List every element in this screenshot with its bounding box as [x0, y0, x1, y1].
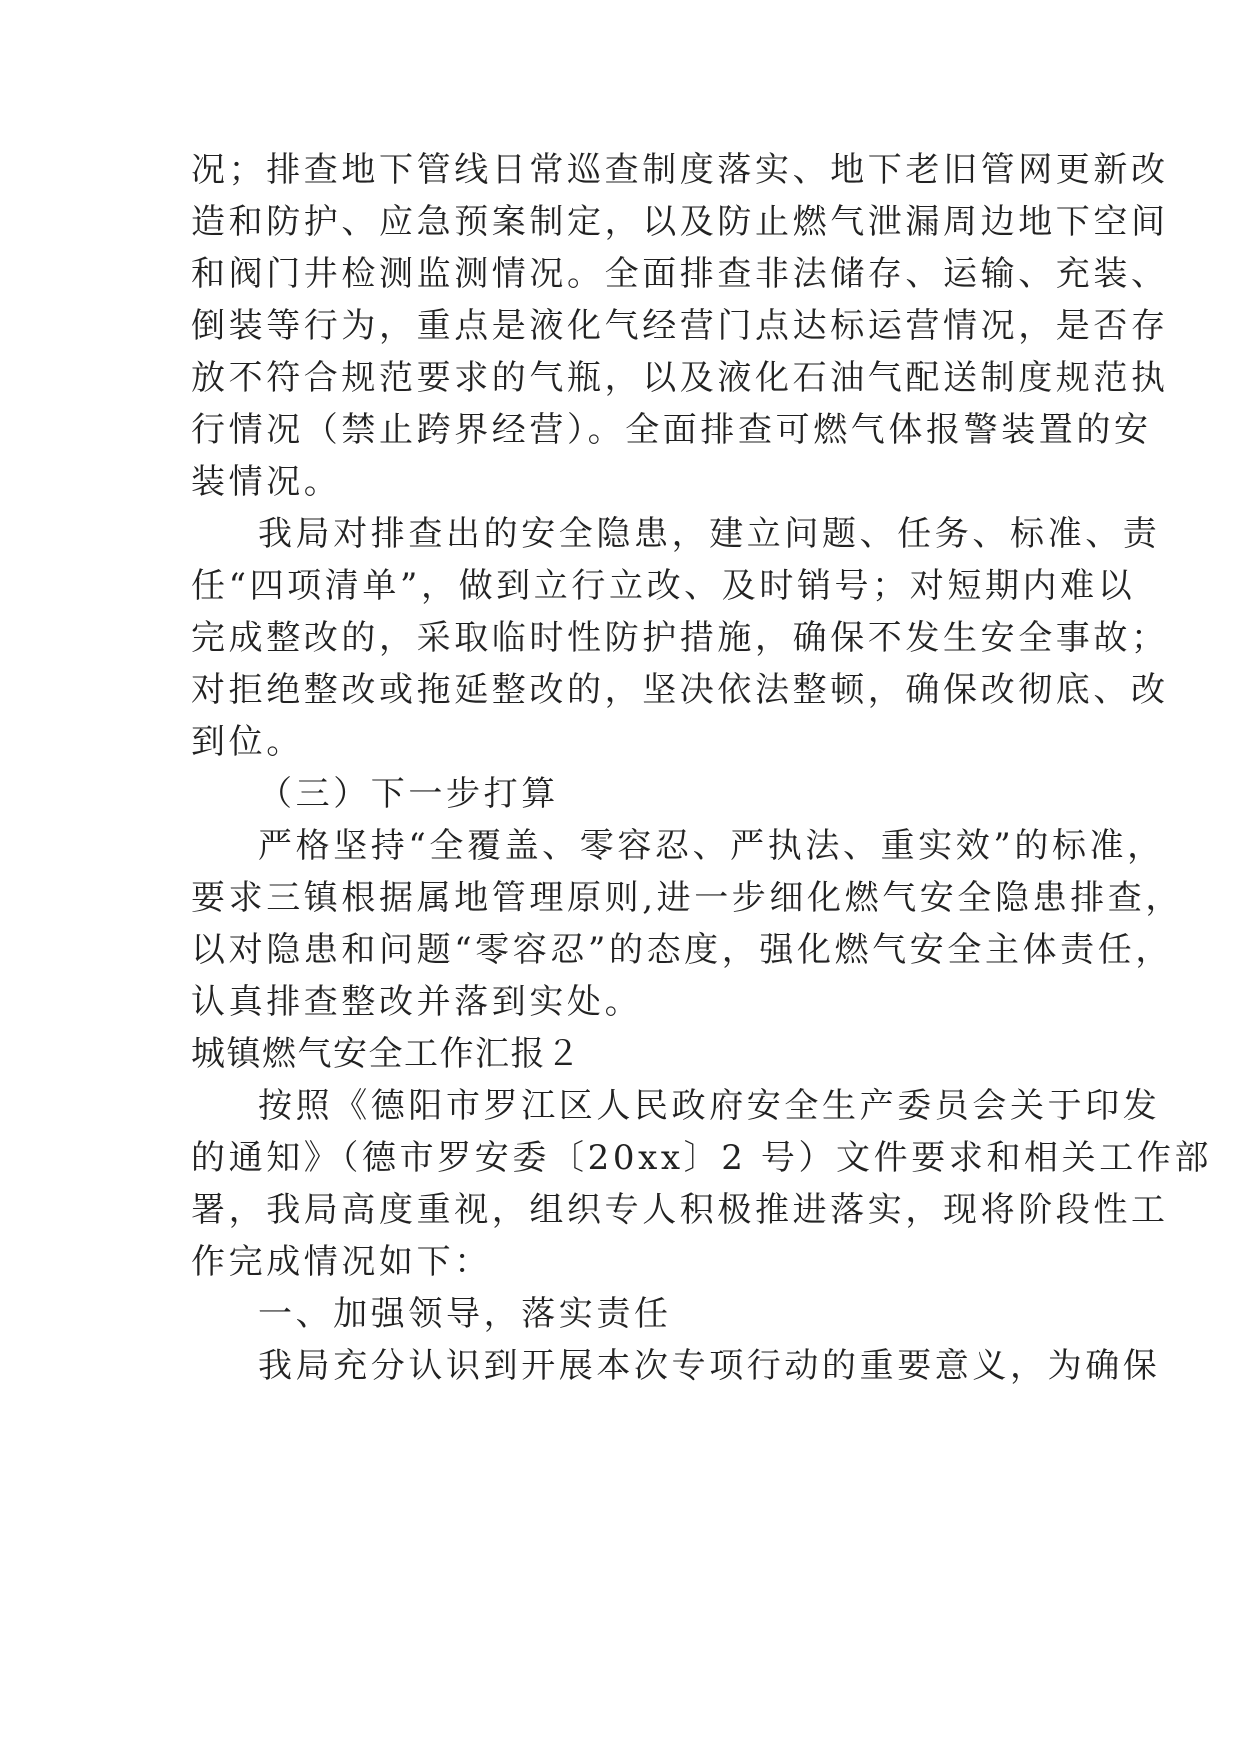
paragraph-first-line: 我局充分认识到开展本次专项行动的重要意义，为确保 — [258, 1346, 1161, 1386]
paragraph-first-line: 严格坚持“全覆盖、零容忍、严执法、重实效”的标准， — [258, 826, 1165, 866]
body-line: 装情况。 — [191, 462, 342, 502]
paragraph-first-line: 按照《德阳市罗江区人民政府安全生产委员会关于印发 — [258, 1086, 1161, 1126]
body-line: 作完成情况如下： — [191, 1242, 492, 1282]
body-line: 倒装等行为，重点是液化气经营门点达标运营情况，是否存 — [191, 306, 1169, 346]
section-heading: （三）下一步打算 — [258, 774, 559, 814]
report-title: 城镇燃气安全工作汇报２ — [191, 1034, 582, 1074]
body-line: 对拒绝整改或拖延整改的，坚决依法整顿，确保改彻底、改 — [191, 670, 1169, 710]
body-line: 完成整改的，采取临时性防护措施，确保不发生安全事故； — [191, 618, 1169, 658]
body-line: 况；排查地下管线日常巡查制度落实、地下老旧管网更新改 — [191, 150, 1169, 190]
section-heading: 一、加强领导，落实责任 — [258, 1294, 672, 1334]
body-line: 放不符合规范要求的气瓶，以及液化石油气配送制度规范执 — [191, 358, 1169, 398]
body-line: 认真排查整改并落到实处。 — [191, 982, 643, 1022]
body-line: 和阀门井检测监测情况。全面排查非法储存、运输、充装、 — [191, 254, 1169, 294]
body-line: 要求三镇根据属地管理原则,进一步细化燃气安全隐患排查， — [191, 878, 1184, 918]
body-line: 行情况（禁止跨界经营）。全面排查可燃气体报警装置的安 — [191, 410, 1152, 450]
paragraph-first-line: 我局对排查出的安全隐患，建立问题、任务、标准、责 — [258, 514, 1161, 554]
body-line: 造和防护、应急预案制定，以及防止燃气泄漏周边地下空间 — [191, 202, 1169, 242]
body-line: 任“四项清单”，做到立行立改、及时销号；对短期内难以 — [191, 566, 1136, 606]
body-line: 到位。 — [191, 722, 304, 762]
body-line: 署，我局高度重视，组织专人积极推进落实，现将阶段性工 — [191, 1190, 1169, 1230]
body-line: 以对隐患和问题“零容忍”的态度，强化燃气安全主体责任， — [191, 930, 1173, 970]
body-line: 的通知》（德市罗安委〔20xx〕2 号）文件要求和相关工作部 — [191, 1138, 1213, 1178]
